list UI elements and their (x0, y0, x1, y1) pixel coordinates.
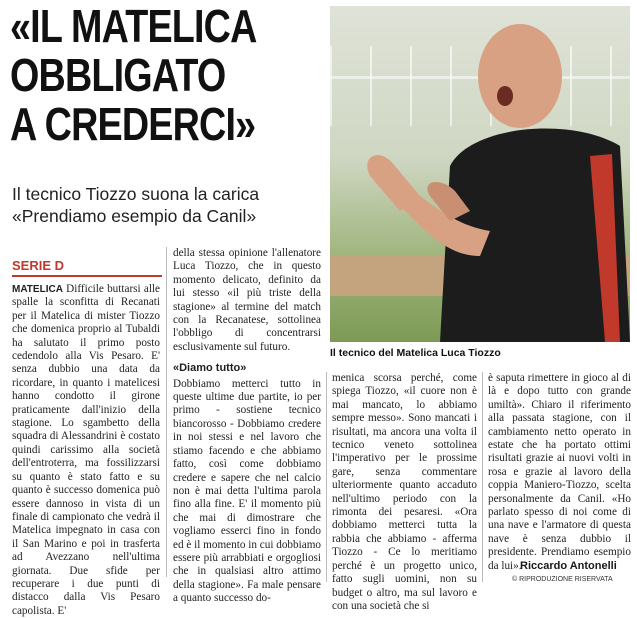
column-text: è saputa rimettere in gioco al di là e dopo tutto con grande umiltà». Chiaro il riferimento alla passata stagione, con il cambiamento netto operato in estate che ha portato ottimi risultati grazie ai nuovi volti in rosa e grazie al lavoro della coppia Maniero-Tiozzo, scelta personalmente da Canil. «Ho parlato spesso di noi come di una nave e l'armatore di questa nave è senza dubbio il presidente. Prendiamo esempio da lui». (488, 372, 631, 572)
article-column-2 (173, 247, 321, 606)
headline (10, 2, 271, 149)
headline-line: «IL MATELICA (10, 0, 257, 52)
dateline: MATELICA (12, 284, 63, 295)
section-label: SERIE D (12, 258, 65, 273)
reproduction-notice: © RIPRODUZIONE RISERVATA (512, 576, 613, 583)
headline-line: A CREDERCI» (10, 98, 256, 150)
article-column-4 (488, 372, 631, 573)
subhead-line: «Prendiamo esempio da Canil» (12, 206, 257, 226)
author-signature: Riccardo Antonelli (520, 560, 617, 572)
coach-photo (330, 6, 630, 342)
headline-line: OBBLIGATO (10, 49, 226, 101)
section-rule (12, 275, 162, 277)
column-text: della stessa opinione l'allenatore Luca Tiozzo, che in questo momento delicato, definito da lui stesso «il più triste della stagione» al termine del match con la Recanatese, sottolinea l'obbligo di concentrarsi esclusivamente sul futuro. (173, 247, 321, 353)
photo-caption: Il tecnico del Matelica Luca Tiozzo (330, 347, 501, 359)
column-divider (482, 372, 483, 582)
inner-subtitle: «Diamo tutto» (173, 362, 247, 375)
article-column-1 (12, 283, 160, 618)
subhead (12, 183, 327, 227)
article-column-3 (332, 372, 477, 613)
column-text: Dobbiamo metterci tutto in queste ultime due partite, io per primo - sostiene tecnico biancorosso - Dobbiamo credere in noi stessi e nel lavoro che stiamo facendo e che abbiamo fatto, così come dobbiamo credere e sapere che nel calcio non è mai detta l'ultima parola fino alla fine. E' il momento più che mai di dimostrare che vogliamo esserci fino in fondo ed è il momento in cui dobbiamo essere più arrabbiati e orgogliosi che in qualsiasi altro attimo della stagione». Fa male pensare a quanto successo do- (173, 377, 321, 605)
column-text: menica scorsa perché, come spiega Tiozzo, «il cuore non è mai mancato, lo abbiamo sempre messo». Sono mancati i risultati, ma ancora una volta il tecnico veneto sottolinea l'imperativo per le prossime gare, senza commentare ulteriormente quanto accaduto nell'ultimo periodo con la rimonta dei pesaresi. «Ora dobbiamo metterci tutta la rabbia che abbiamo - afferma Tiozzo - Ce lo meritiamo perché è un progetto unico, fatto sugli uomini, non su budget o altro, ma sul lavoro e con una società che si (332, 372, 477, 612)
column-divider (166, 247, 167, 577)
column-text: Difficile buttarsi alle spalle la sconfitta di Recanati per il Matelica di mister Tiozzo che domenica proprio al Tubaldi ha salutato il primo posto cedendolo alla Vis Pesaro. E' senza dubbio una data da ricordare, in quanto i matelicesi hanno condotto il girone praticamente dall'inizio della stagione. Lo sgambetto della squadra di Alessandrini è costato quindi carissimo alla società dell'entroterra, ma fossilizzarsi su quanto è stato fatto e su quanto è successo domenica può essere dannoso in vista di un finale di campionato che vedrà il Matelica impegnato in casa con il San Marino e poi in trasferta ad Avezzano nell'ultima giornata. Due sfide per recuperare i due punti di distacco dalla Vis Pesaro capolista. E' (12, 283, 161, 617)
column-divider (326, 372, 327, 582)
subhead-line: Il tecnico Tiozzo suona la carica (12, 184, 260, 204)
coach-figure (330, 6, 630, 342)
